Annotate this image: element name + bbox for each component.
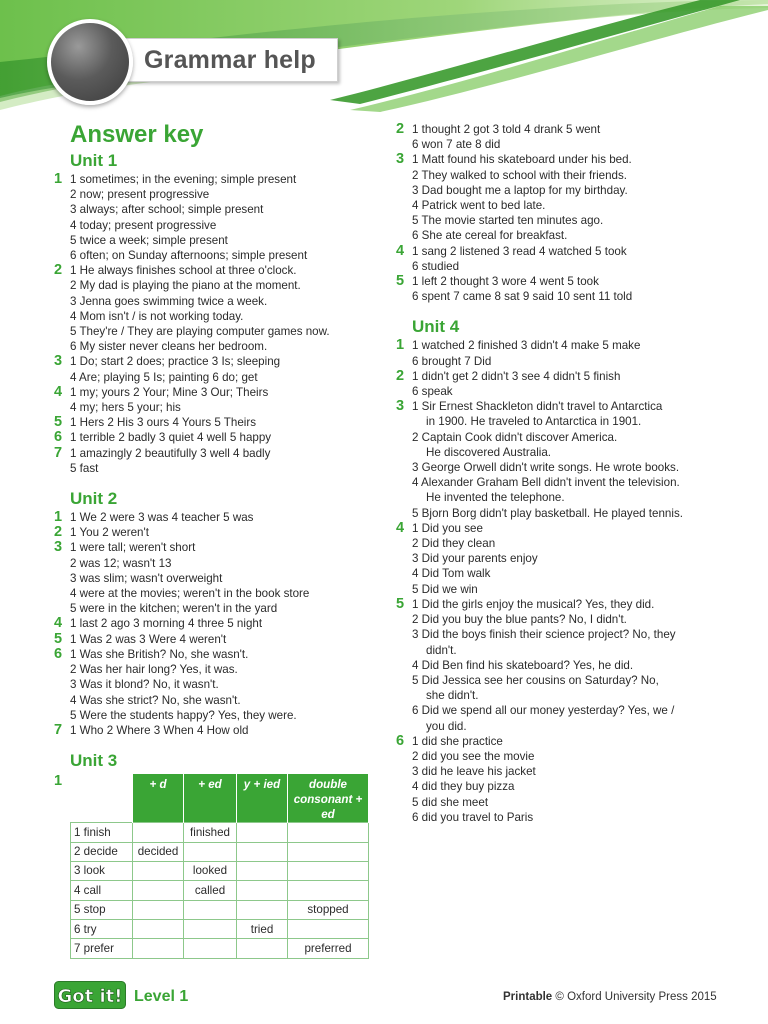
exercise-block xyxy=(54,430,384,445)
exercise-block xyxy=(396,152,746,243)
exercise-block xyxy=(54,525,384,540)
table-cell: looked xyxy=(184,861,237,880)
answer-line: 2 did you see the movie xyxy=(412,749,535,763)
answer-line: 5 They're / They are playing computer games now. xyxy=(70,325,330,339)
answer-line: 1 Sir Ernest Shackleton didn't travel to Antarctica xyxy=(412,400,663,414)
answer-line: 1 sang 2 listened 3 read 4 watched 5 took xyxy=(412,244,627,258)
exercise-number: 4 xyxy=(54,383,63,400)
table-cell xyxy=(237,881,288,900)
table-cell: finished xyxy=(184,823,237,842)
left-units xyxy=(54,150,384,738)
table-cell xyxy=(288,823,369,842)
exercise-number: 1 xyxy=(54,171,63,187)
unit-title: Unit 1 xyxy=(70,151,118,170)
exercise-number: 3 xyxy=(54,353,63,370)
exercise-number: 3 xyxy=(396,398,405,415)
answer-line: you did. xyxy=(426,719,467,733)
answer-line: 5 The movie started ten minutes ago. xyxy=(412,214,604,228)
table-cell xyxy=(133,823,184,842)
answer-line: 3 Jenna goes swimming twice a week. xyxy=(70,294,268,308)
answer-line: 6 spent 7 came 8 sat 9 said 10 sent 11 told xyxy=(412,290,633,304)
table-row xyxy=(71,920,369,939)
answer-line: 4 Did Tom walk xyxy=(412,567,491,581)
exercise-number: 1 xyxy=(396,337,405,354)
table-row xyxy=(71,881,369,900)
table-cell: preferred xyxy=(288,939,369,958)
answer-line: 4 did they buy pizza xyxy=(412,780,515,794)
table-cell: stopped xyxy=(288,900,369,919)
table-row xyxy=(71,842,369,861)
table-row xyxy=(71,823,369,842)
answer-line: 4 today; present progressive xyxy=(70,218,217,232)
exercise-block xyxy=(54,446,384,476)
answer-line: 4 Alexander Graham Bell didn't invent the television. xyxy=(412,476,680,490)
answer-line: didn't. xyxy=(426,643,457,657)
exercise-number: 5 xyxy=(396,273,405,290)
unit-title: Unit 4 xyxy=(412,317,460,337)
answer-key-title: Answer key xyxy=(70,121,204,148)
title-bar xyxy=(122,38,338,82)
answer-line: 6 did you travel to Paris xyxy=(412,810,534,824)
exercise-block xyxy=(54,632,384,647)
answer-line: in 1900. He traveled to Antarctica in 1901. xyxy=(426,415,642,429)
right-column xyxy=(396,122,746,825)
answer-line: 1 did she practice xyxy=(412,734,503,748)
header-plus-ed: + ed xyxy=(184,774,237,823)
exercise-block xyxy=(396,122,746,152)
table-cell xyxy=(237,861,288,880)
answer-line: 1 Matt found his skateboard under his bed. xyxy=(412,153,632,167)
answer-line: 4 were at the movies; weren't in the book store xyxy=(70,587,310,601)
verb-cell: 7 prefer xyxy=(71,939,133,958)
answer-line: 2 My dad is playing the piano at the moment. xyxy=(70,279,301,293)
answer-line: 6 speak xyxy=(412,385,453,399)
table-cell xyxy=(237,900,288,919)
answer-line: 1 You 2 weren't xyxy=(70,526,149,540)
answer-line: 5 twice a week; simple present xyxy=(70,233,228,247)
answer-line: 3 always; after school; simple present xyxy=(70,203,264,217)
footer-level: Level 1 xyxy=(134,988,189,1005)
answer-line: 4 Mom isn't / is not working today. xyxy=(70,309,244,323)
table-cell xyxy=(237,823,288,842)
exercise-block xyxy=(54,354,384,384)
table-cell xyxy=(133,920,184,939)
table-cell xyxy=(288,842,369,861)
exercise-number: 5 xyxy=(396,595,405,612)
answer-line: 3 Did the boys finish their science project? No, they xyxy=(412,628,676,642)
table-cell xyxy=(133,861,184,880)
table-cell xyxy=(133,939,184,958)
answer-line: 3 George Orwell didn't write songs. He wrote books. xyxy=(412,461,680,475)
answer-line: 2 Captain Cook didn't discover America. xyxy=(412,430,618,444)
answer-line: 3 did he leave his jacket xyxy=(412,765,536,779)
answer-line: 5 Bjorn Borg didn't play basketball. He played tennis. xyxy=(412,506,683,520)
answer-line: 4 my; hers 5 your; his xyxy=(70,401,181,415)
exercise-block xyxy=(396,734,746,825)
unit-3-title: Unit 3 xyxy=(70,751,118,771)
exercise-block xyxy=(54,172,384,263)
exercise-number: 1 xyxy=(54,773,63,790)
answer-line: she didn't. xyxy=(426,689,479,703)
verb-table-header xyxy=(71,774,369,823)
table-cell xyxy=(184,920,237,939)
exercise-block xyxy=(54,616,384,631)
answer-line: 1 my; yours 2 Your; Mine 3 Our; Theirs xyxy=(70,385,269,399)
answer-line: 1 We 2 were 3 was 4 teacher 5 was xyxy=(70,511,254,525)
exercise-number: 3 xyxy=(54,539,63,556)
exercise-block xyxy=(54,540,384,616)
left-column xyxy=(54,120,384,959)
footer-printable: Printable xyxy=(503,991,553,1003)
answer-line: 4 Are; playing 5 Is; painting 6 do; get xyxy=(70,370,258,384)
unit-title: Unit 2 xyxy=(70,489,118,509)
exercise-block xyxy=(54,723,384,738)
page-title: Grammar help xyxy=(144,45,316,74)
answer-line: 6 brought 7 Did xyxy=(412,354,492,368)
answer-line: 1 left 2 thought 3 wore 4 went 5 took xyxy=(412,275,599,289)
exercise-number: 4 xyxy=(396,242,405,259)
exercise-number: 7 xyxy=(54,721,63,738)
verb-cell: 1 finish xyxy=(71,823,133,842)
exercise-block xyxy=(396,369,746,399)
gray-circle-logo-icon xyxy=(47,19,133,105)
answer-line: 1 last 2 ago 3 morning 4 three 5 night xyxy=(70,617,263,631)
verb-cell: 3 look xyxy=(71,861,133,880)
table-row xyxy=(71,900,369,919)
exercise-block xyxy=(396,338,746,368)
table-row xyxy=(71,861,369,880)
answer-line: He discovered Australia. xyxy=(426,445,552,459)
answer-line: 2 now; present progressive xyxy=(70,188,210,202)
exercise-number: 6 xyxy=(54,645,63,662)
answer-line: 4 Patrick went to bed late. xyxy=(412,199,546,213)
exercise-number: 6 xyxy=(396,732,405,749)
header-double-consonant: double consonant + ed xyxy=(288,774,369,823)
answer-line: 1 were tall; weren't short xyxy=(70,541,196,555)
answer-line: 3 Did your parents enjoy xyxy=(412,552,538,566)
answer-line: 1 Was 2 was 3 Were 4 weren't xyxy=(70,632,227,646)
footer-copyright: © Oxford University Press 2015 xyxy=(555,991,717,1003)
exercise-number: 1 xyxy=(54,509,63,526)
answer-line: 1 Hers 2 His 3 ours 4 Yours 5 Theirs xyxy=(70,416,257,430)
exercise-number: 4 xyxy=(396,519,405,536)
answer-line: 5 were in the kitchen; weren't in the yard xyxy=(70,602,278,616)
table-cell: tried xyxy=(237,920,288,939)
answer-line: 1 watched 2 finished 3 didn't 4 make 5 make xyxy=(412,339,641,353)
verb-cell: 5 stop xyxy=(71,900,133,919)
exercise-block xyxy=(396,244,746,274)
got-it-logo-text: Got it! xyxy=(57,986,123,1007)
answer-line: 1 Do; start 2 does; practice 3 Is; sleeping xyxy=(70,355,281,369)
answer-line: 6 Did we spend all our money yesterday? Yes, we / xyxy=(412,704,675,718)
table-cell xyxy=(184,900,237,919)
verb-cell: 2 decide xyxy=(71,842,133,861)
exercise-block xyxy=(396,597,746,734)
table-cell xyxy=(184,842,237,861)
answer-line: 4 Did Ben find his skateboard? Yes, he did. xyxy=(412,658,634,672)
answer-line: 2 Did you buy the blue pants? No, I didn't. xyxy=(412,613,627,627)
answer-line: 5 did she meet xyxy=(412,795,489,809)
answer-line: 3 was slim; wasn't overweight xyxy=(70,571,223,585)
answer-line: 3 Dad bought me a laptop for my birthday. xyxy=(412,183,628,197)
verb-table-body xyxy=(71,823,369,959)
unit-3-exercise-1 xyxy=(54,774,384,959)
header-y-ied: y + ied xyxy=(237,774,288,823)
answer-line: 5 Were the students happy? Yes, they were. xyxy=(70,708,297,722)
answer-line: 2 was 12; wasn't 13 xyxy=(70,556,172,570)
answer-line: 2 They walked to school with their friends. xyxy=(412,168,628,182)
verb-cell: 6 try xyxy=(71,920,133,939)
answer-line: 6 studied xyxy=(412,259,460,273)
exercise-number: 2 xyxy=(54,262,63,279)
table-cell xyxy=(288,920,369,939)
exercise-number: 4 xyxy=(54,615,63,632)
table-cell: called xyxy=(184,881,237,900)
answer-line: 1 didn't get 2 didn't 3 see 4 didn't 5 finish xyxy=(412,369,621,383)
header-plus-d: + d xyxy=(133,774,184,823)
exercise-block xyxy=(54,263,384,354)
exercise-number: 7 xyxy=(54,444,63,461)
header-banner xyxy=(0,0,768,120)
answer-line: 2 Did they clean xyxy=(412,537,496,551)
got-it-logo-icon xyxy=(54,981,126,1009)
exercise-block xyxy=(396,521,746,597)
exercise-block xyxy=(54,385,384,415)
answer-line: He invented the telephone. xyxy=(426,491,565,505)
exercise-block xyxy=(54,510,384,525)
table-cell xyxy=(133,881,184,900)
answer-line: 5 Did Jessica see her cousins on Saturday? No, xyxy=(412,673,659,687)
exercise-block xyxy=(54,647,384,723)
answer-line: 6 She ate cereal for breakfast. xyxy=(412,229,568,243)
table-cell: decided xyxy=(133,842,184,861)
answer-line: 1 terrible 2 badly 3 quiet 4 well 5 happy xyxy=(70,431,272,445)
answer-line: 6 My sister never cleans her bedroom. xyxy=(70,340,268,354)
exercise-number: 2 xyxy=(396,121,405,137)
table-cell xyxy=(237,939,288,958)
answer-line: 1 He always finishes school at three o'clock. xyxy=(70,264,297,278)
exercise-number: 5 xyxy=(54,630,63,647)
exercise-block xyxy=(396,274,746,304)
answer-line: 1 Did the girls enjoy the musical? Yes, they did. xyxy=(412,597,655,611)
answer-line: 1 sometimes; in the evening; simple present xyxy=(70,173,297,186)
answer-line: 6 won 7 ate 8 did xyxy=(412,138,501,152)
answer-line: 1 Did you see xyxy=(412,521,483,535)
verb-cell: 4 call xyxy=(71,881,133,900)
exercise-block xyxy=(54,415,384,430)
answer-line: 5 fast xyxy=(70,461,99,475)
exercise-number: 2 xyxy=(54,524,63,541)
table-row xyxy=(71,939,369,958)
answer-line: 2 Was her hair long? Yes, it was. xyxy=(70,663,238,677)
table-cell xyxy=(184,939,237,958)
answer-line: 6 often; on Sunday afternoons; simple present xyxy=(70,249,308,263)
exercise-number: 3 xyxy=(396,151,405,168)
answer-line: 5 Did we win xyxy=(412,582,478,596)
answer-line: 1 Who 2 Where 3 When 4 How old xyxy=(70,723,249,737)
table-cell xyxy=(288,881,369,900)
answer-line: 1 Was she British? No, she wasn't. xyxy=(70,647,249,661)
exercise-number: 5 xyxy=(54,414,63,431)
answer-line: 1 amazingly 2 beautifully 3 well 4 badly xyxy=(70,446,271,460)
exercise-number: 6 xyxy=(54,429,63,446)
table-cell xyxy=(133,900,184,919)
answer-line: 3 Was it blond? No, it wasn't. xyxy=(70,678,219,692)
answer-line: 4 Was she strict? No, she wasn't. xyxy=(70,693,241,707)
exercise-number: 2 xyxy=(396,367,405,384)
table-cell xyxy=(288,861,369,880)
header-blank xyxy=(71,774,133,823)
exercise-block xyxy=(396,399,746,521)
answer-line: 1 thought 2 got 3 told 4 drank 5 went xyxy=(412,123,601,136)
table-cell xyxy=(237,842,288,861)
footer-copyright-line xyxy=(503,991,717,1003)
verb-table xyxy=(70,774,369,959)
